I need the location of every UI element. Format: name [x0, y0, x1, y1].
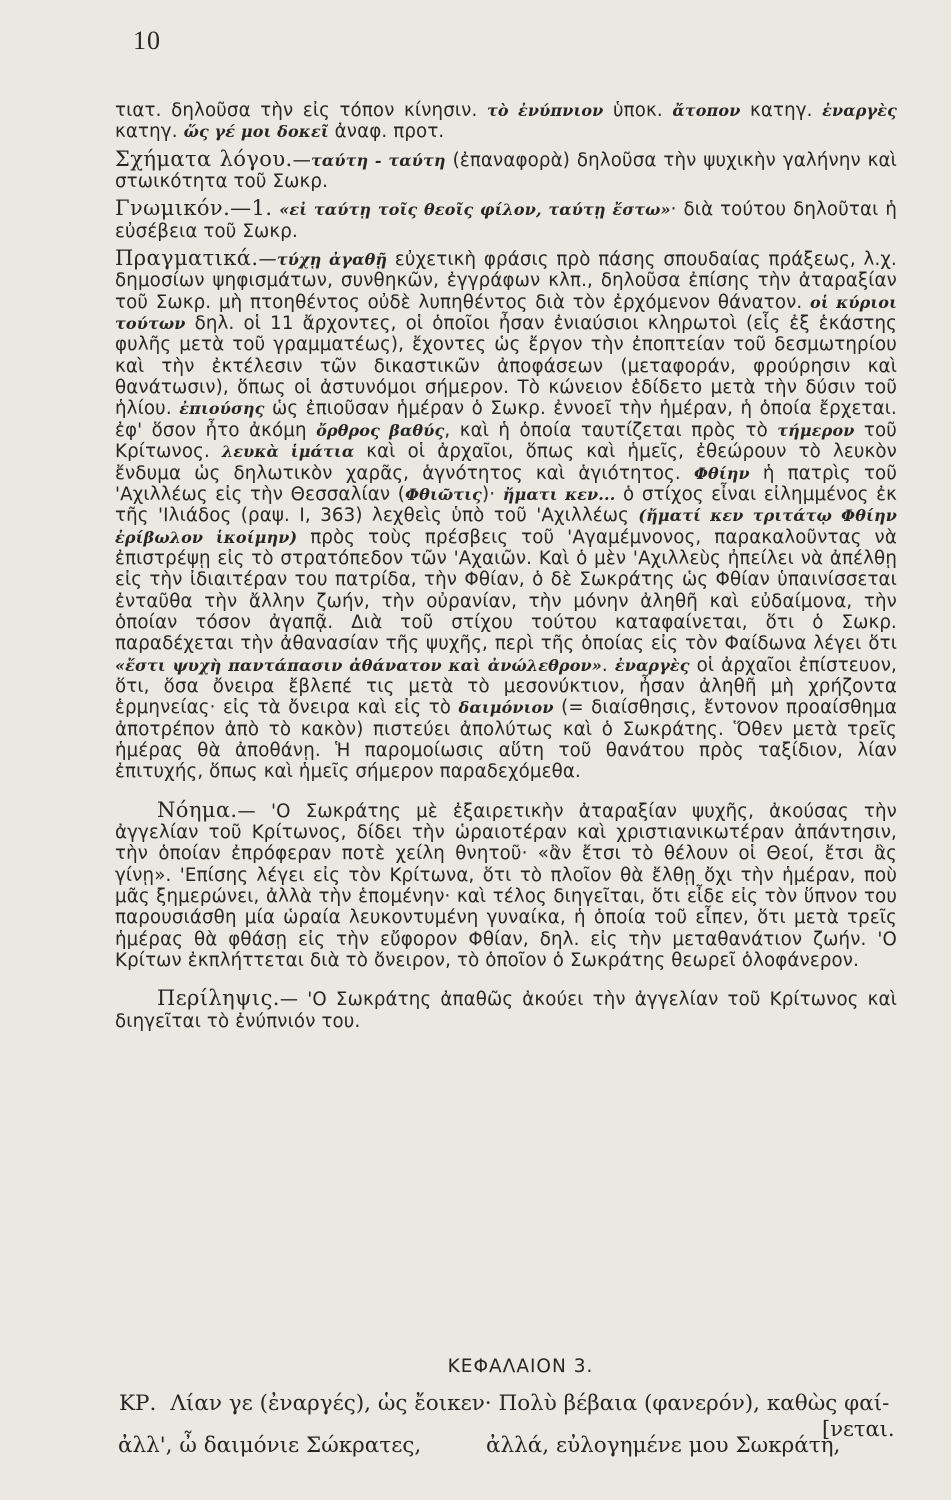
body-text: (ἐπαναφορὰ) δηλοῦσα τὴν ψυχικὴν γαλήνην καὶ στωικότητα τοῦ Σωκρ.	[115, 149, 897, 193]
glossary-line-2-left: ἀλλ', ὦ δαιμόνιε Σώκρατες,	[118, 1433, 422, 1458]
body-text: δηλ. οἱ 11 ἄρχοντες, οἱ ὁποῖοι ἦσαν ἐνιαύσιοι κληρωτοὶ (εἷς ἐξ ἑκάστης φυλῆς μετὰ τοῦ γραμματέως), ἔχοντες ὡς ἔργον τὴν ἐποπτείαν τοῦ δεσμωτηρίου καὶ τὴν ἐκτέλεσιν τῶν δικαστικῶν ἀποφάσεων (μεταφοράν, φρούρησιν καὶ θανάτωσιν), ὅπως οἱ ἀστυνόμοι σήμερον. Τὸ κώνειον ἐδίδετο μετὰ τὴν δύσιν τοῦ ἡλίου.	[115, 313, 897, 420]
glossary-text-1: Λίαν γε (ἐναργές), ὡς ἔοικεν· Πολὺ βέβαια (φανερόν), καθὼς φαί-	[170, 1391, 890, 1416]
glossary-line-1	[119, 1391, 889, 1416]
paragraph-syntax	[115, 100, 897, 143]
body-text: ὁ στίχος εἶναι εἰλημμένος ἐκ τῆς 'Ιλιάδος (ραψ. Ι, 363) λεχθεὶς ὑπὸ τοῦ 'Αχιλλέως	[115, 483, 897, 527]
section-heading: Πραγματικά.	[115, 246, 259, 271]
body-text: οἱ ἀρχαῖοι ἐπίστευον, ὅτι, ὅσα ὄνειρα ἔβλεπέ τις μετὰ τὸ μεσονύκτιον, ἦσαν ἀληθῆ μὴ χρήζοντα ἑρμηνείας· εἰς τὰ ὄνειρα καὶ εἰς τὸ	[115, 654, 897, 719]
body-text: εὐχετικὴ φράσις πρὸ πάσης σπουδαίας πράξεως, λ.χ. δημοσίων ψηφισμάτων, συνθηκῶν, ἐγγράφων κλπ., δηλοῦσα ἐπίσης τὴν ἀταραξίαν τοῦ Σωκρ. μὴ πτοηθέντος οὐδὲ λυπηθέντος διὰ τὸν ἐρχόμενον θάνατον.	[115, 249, 897, 313]
body-text: —	[292, 149, 311, 171]
quoted-phrase: ἐναργὲς	[614, 655, 690, 675]
section-heading: Σχήματα λόγου.	[115, 146, 293, 171]
paragraph-meaning	[115, 797, 897, 972]
quoted-phrase: τὸ ἐνύπνιον	[486, 101, 604, 120]
quoted-phrase: ἐπιούσης	[179, 399, 265, 419]
quoted-phrase: (ἤματί κεν τριτάτῳ Φθίην ἐρίβωλον ἱκοίμην)	[115, 506, 897, 547]
body-text: (= διαίσθησις, ἔντονον προαίσθημα ἀποτρέπον ἀπὸ τὸ κακὸν) πιστεύει ἀπολύτως καὶ ὁ Σωκράτης. Ὅθεν μετὰ τρεῖς ἡμέρας θὰ ἀποθάνῃ. Ἡ παρομοίωσις αὕτη τοῦ θανάτου πρὸς ταξίδιον, λίαν ἐπιτυχής, ὅπως καὶ ἡμεῖς σήμερον παραδεχόμεθα.	[115, 697, 898, 783]
body-text: )·	[481, 483, 503, 505]
quoted-phrase: Φθιῶτις	[405, 484, 482, 504]
body-text: τιατ. δηλοῦσα τὴν εἰς τόπον κίνησιν.	[115, 100, 487, 121]
body-text: ὑποκ.	[603, 100, 673, 121]
body-text: ἀναφ. προτ.	[328, 121, 445, 143]
quoted-phrase: τήμερον	[777, 420, 855, 440]
body-text: τοῦ Κρίτωνος.	[115, 419, 897, 463]
quoted-phrase: δαιμόνιον	[458, 698, 554, 718]
body-text: —	[258, 249, 277, 271]
quoted-phrase: ἄτοπον	[672, 101, 741, 120]
quoted-phrase: οἱ κύριοι τούτων	[115, 292, 897, 334]
quoted-phrase: τύχῃ ἀγαθῇ	[276, 250, 388, 270]
body-text: κατηγ.	[115, 121, 184, 143]
commentary-text	[115, 100, 897, 1032]
quoted-phrase: ὄρθρος βαθύς	[316, 420, 445, 440]
quoted-phrase: «ἔστι ψυχὴ παντάπασιν ἀθάνατον καὶ ἀνώλεθρον»	[115, 655, 602, 675]
body-text: · διὰ τούτου δηλοῦται ἡ εὐσέβεια τοῦ Σωκρ.	[115, 199, 897, 242]
paragraph-maxim	[115, 198, 897, 242]
body-text: — 'Ο Σωκράτης ἀπαθῶς ἀκούει τὴν ἀγγελίαν τοῦ Κρίτωνος καὶ διηγεῖται τὸ ἐνύπνιόν του.	[115, 989, 897, 1032]
paragraph-summary	[115, 988, 897, 1032]
body-text: ἡ πατρὶς τοῦ 'Αχιλλέως εἰς τὴν Θεσσαλίαν (	[115, 462, 897, 505]
section-heading: Γνωμικόν.—1.	[115, 196, 273, 221]
quoted-phrase: ἐναργὲς	[822, 101, 898, 120]
body-text: .	[601, 654, 615, 676]
paragraph-realia	[115, 248, 897, 783]
body-text: πρὸς τοὺς πρέσβεις τοῦ 'Αγαμέμνονος, παρακαλοῦντας νὰ ἐπιστρέψῃ εἰς τὸ στρατόπεδον τῶν 'Αχαιῶν. Καὶ ὁ μὲν 'Αχιλλεὺς ἠπείλει νὰ ἀπέλθῃ εἰς τὴν ἰδιαιτέραν του πατρίδα, τὴν Φθίαν, ὁ δὲ Σωκράτης ὡς Φθίαν ὑπαινίσσεται ἐνταῦθα τὴν ἄλλην ζωήν, τὴν οὐρανίαν, τὴν μόνην ἀληθῆ καὶ εὐδαίμονα, τὴν ὁποίαν τόσον ἀγαπᾷ. Διὰ τοῦ στίχου τούτου καταφαίνεται, ὅτι ὁ Σωκρ. παραδέχεται τὴν ἀθανασίαν τῆς ψυχῆς, περὶ τῆς ὁποίας εἰς τὸν Φαίδωνα λέγει ὅτι	[115, 526, 898, 655]
body-text: — 'Ο Σωκράτης μὲ ἐξαιρετικὴν ἀταραξίαν ψυχῆς, ἀκούσας τὴν ἀγγελίαν τοῦ Κρίτωνος, δίδει τὴν ὡραιοτέραν καὶ χριστιανικωτέραν ἀπάντησιν, τὴν ὁποίαν ἐπρόφεραν ποτὲ χείλη θνητοῦ· «ἂν ἔτσι τὸ θέλουν οἱ Θεοί, ἔτσι ἂς γίνῃ». 'Επίσης λέγει εἰς τὸν Κρίτωνα, ὅτι τὸ πλοῖον θὰ ἔλθῃ ὄχι τὴν ἡμέραν, ποὺ μᾶς ξημερώνει, ἀλλὰ τὴν ἑπομένην· καὶ τέλος διηγεῖται, ὅτι εἶδε εἰς τὸν ὕπνον του παρουσιάσθη μία ὡραία λευκοντυμένη γυναίκα, ἡ ὁποία τοῦ εἶπεν, ὅτι μετὰ τρεῖς ἡμέρας θὰ φθάσῃ εἰς τὴν εὔφορον Φθίαν, δηλ. εἰς τὴν μεταθανάτιον ζωήν. 'Ο Κρίτων ἐκπλήττεται διὰ τὸ ὄνειρον, τὸ ὁποῖον ὁ Σωκράτης θεωρεῖ ὁλοφάνερον.	[115, 800, 897, 972]
quoted-phrase: ὥς γέ μοι δοκεῖ	[183, 122, 329, 142]
body-text: κατηγ.	[740, 100, 823, 121]
speaker-label: ΚΡ.	[119, 1391, 157, 1416]
quoted-phrase: ταύτη - ταύτη	[310, 150, 446, 170]
quoted-phrase: ἤματι κεν...	[502, 484, 616, 504]
glossary-line-1-continuation: [νεται.	[822, 1417, 895, 1441]
section-heading: Περίληψις.	[157, 986, 280, 1011]
body-text: , καὶ ἡ ὁποία ταυτίζεται πρὸς τὸ	[444, 419, 778, 441]
page-number: 10	[133, 26, 161, 55]
quoted-phrase: Φθίην	[693, 463, 750, 483]
section-heading: Νόημα.	[157, 797, 238, 822]
quoted-phrase: λευκὰ ἱμάτια	[221, 442, 355, 462]
quoted-phrase: «εἰ ταύτῃ τοῖς θεοῖς φίλον, ταύτῃ ἔστω»	[279, 200, 671, 220]
paragraph-figures-of-speech	[115, 146, 897, 193]
body-text: καὶ οἱ ἀρχαῖοι, ὅπως καὶ ἡμεῖς, ἐθεώρουν τὸ λευκὸν ἔνδυμα ὡς δηλωτικὸν χαρᾶς, ἁγνότητος καὶ ἁγιότητος.	[115, 441, 897, 484]
chapter-title: ΚΕΦΑΛΑΙΟΝ 3.	[447, 1356, 594, 1377]
body-text: ὡς ἐπιοῦσαν ἡμέραν ὁ Σωκρ. ἐννοεῖ τὴν ἡμέραν, ἡ ὁποία ἔρχεται. ἐφ' ὅσον ἦτο ἀκόμη	[115, 398, 897, 441]
glossary-line-2-right: ἀλλά, εὐλογημένε μου Σωκράτη,	[486, 1433, 841, 1458]
